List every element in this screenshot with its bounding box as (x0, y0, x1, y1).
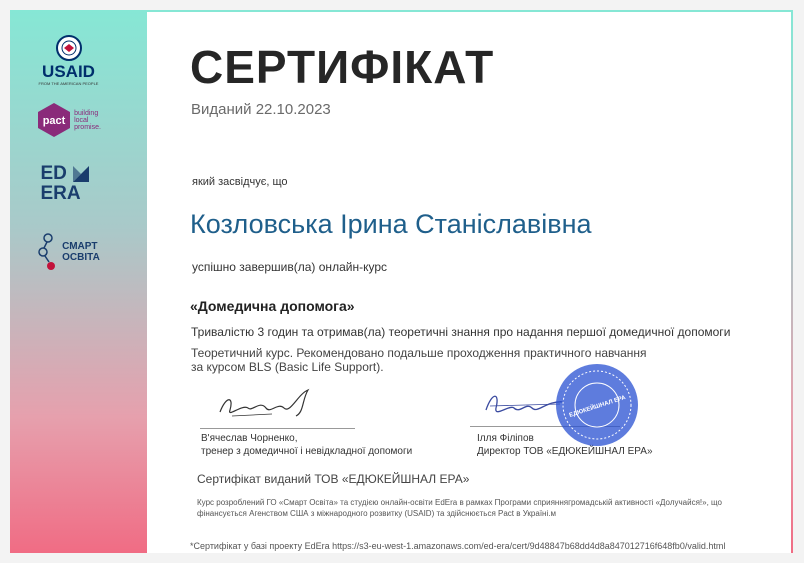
certificate-title: СЕРТИФІКАТ (190, 41, 495, 93)
edera-line2: ERA (40, 183, 81, 204)
left-signature-line (200, 428, 355, 429)
pact-logo (0, 102, 137, 138)
verification-url[interactable]: *Сертифікат у базі проекту EdEra https://s3-eu-west-1.amazonaws.com/ed-era/cert/9d48847b68dd4d8a847012716f648fb0/valid.html (190, 541, 726, 551)
smart-osvita-logo (0, 232, 137, 272)
pact-wordmark: pact (42, 115, 66, 127)
molecule-icon (37, 232, 59, 272)
course-title: «Домедична допомога» (190, 298, 355, 314)
pact-hexagon-icon (36, 102, 72, 138)
certifies-text: який засвідчує, що (192, 176, 288, 188)
course-note-2: за курсом BLS (Basic Life Support). (191, 360, 384, 374)
issue-date: Виданий 22.10.2023 (191, 101, 331, 118)
usaid-wordmark: USAID (42, 62, 95, 81)
right-signer-name: Ілля Філіпов (477, 433, 534, 444)
left-signer-name: В'ячеслав Чорненко, (201, 433, 298, 444)
course-duration: Тривалістю 3 годин та отримав(ла) теоретичні знання про надання першої домедичної допомоги (191, 325, 731, 339)
completed-text: успішно завершив(ла) онлайн-курс (192, 260, 387, 274)
pact-tagline-3: promise. (74, 123, 101, 131)
pact-tagline-1: building (74, 109, 99, 117)
edera-flag-icon (69, 162, 93, 184)
edera-line1: ED (40, 163, 67, 184)
edera-logo (0, 162, 137, 208)
smart-line2: ОСВІТА (62, 252, 100, 263)
issuer-text: Сертифікат виданий ТОВ «ЕДЮКЕЙШНАЛ ЕРА» (197, 472, 470, 486)
recipient-name: Козловська Ірина Станіславівна (190, 209, 592, 239)
smart-line1: СМАРТ (62, 241, 98, 252)
course-note-1: Теоретичний курс. Рекомендовано подальше проходження практичного навчання (191, 346, 647, 360)
usaid-logo (0, 35, 137, 86)
usaid-seal-icon (56, 35, 82, 61)
stamp-icon (554, 362, 640, 448)
usaid-tagline: FROM THE AMERICAN PEOPLE (38, 81, 99, 86)
stamp-center-text: ЕДЮКЕЙШНАЛ ЕРА (568, 394, 627, 419)
left-signature (212, 386, 322, 426)
credits-line-1: Курс розроблений ГО «Смарт Освіта» та студією онлайн-освіти EdEra в рамках Програми сприяннягромадській активності «Долучайся!», що (197, 498, 722, 507)
credits-line-2: фінансується Агенством США з міжнародного розвитку (USAID) та здійснюється Pact в Україні.м (197, 509, 556, 518)
right-signer-role: Директор ТОВ «ЕДЮКЕЙШНАЛ ЕРА» (477, 446, 653, 457)
left-signer-role: тренер з домедичної і невідкладної допомоги (201, 446, 413, 457)
pact-tagline-2: local (74, 116, 89, 124)
